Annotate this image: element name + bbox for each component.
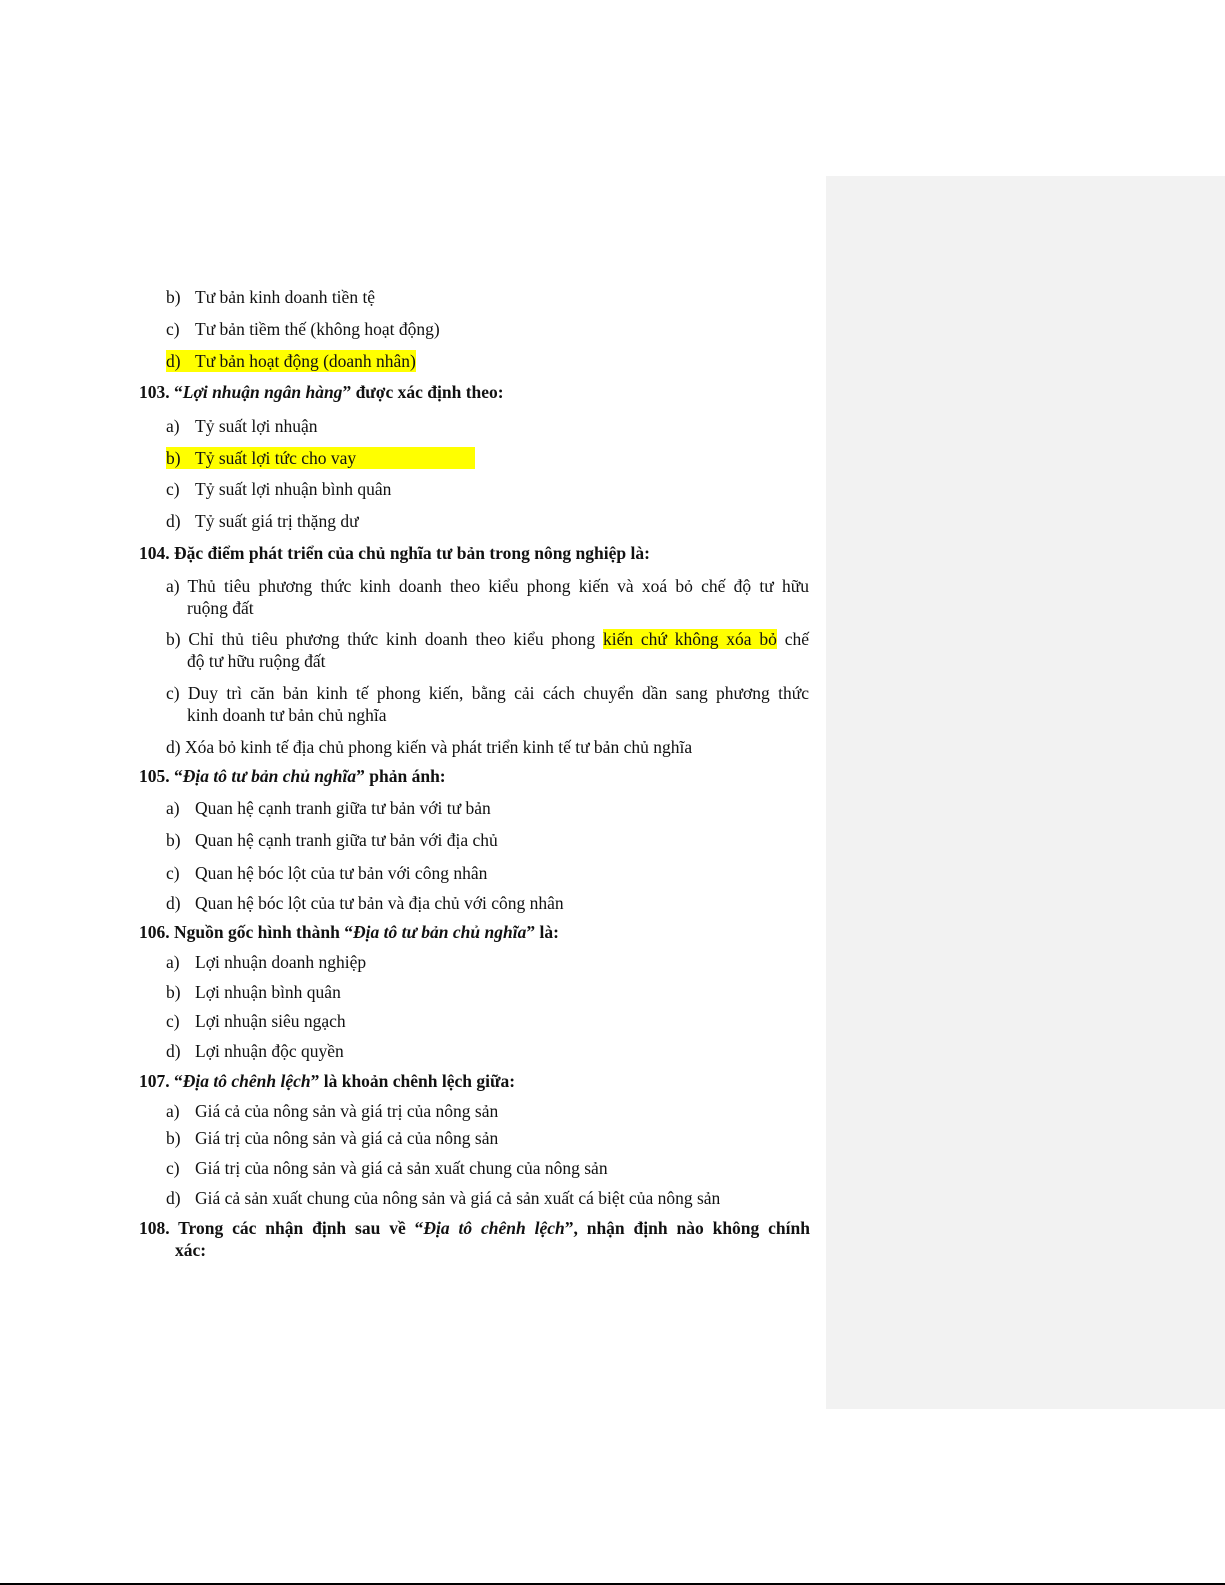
- option-103-a: a) Tỷ suất lợi nhuận: [166, 416, 318, 436]
- option-104-d: d) Xóa bỏ kinh tế địa chủ phong kiến và phát triển kinh tế tư bản chủ nghĩa: [166, 737, 693, 757]
- option-104-b-cont: độ tư hữu ruộng đất: [187, 651, 326, 671]
- comment-pane: [826, 176, 1225, 1409]
- option-106-b: b) Lợi nhuận bình quân: [166, 982, 341, 1002]
- question-108-cont: xác:: [175, 1240, 207, 1260]
- question-106: 106. Nguồn gốc hình thành “Địa tô tư bản chủ nghĩa” là:: [139, 922, 559, 942]
- option-104-a-cont: ruộng đất: [187, 598, 254, 618]
- option-106-a: a) Lợi nhuận doanh nghiệp: [166, 952, 367, 972]
- option-103-d: d) Tỷ suất giá trị thặng dư: [166, 511, 359, 531]
- option-107-b: b) Giá trị của nông sản và giá cả của nông sản: [166, 1128, 499, 1148]
- option-103-c: c) Tỷ suất lợi nhuận bình quân: [166, 479, 392, 499]
- option-105-c: c) Quan hệ bóc lột của tư bản với công nhân: [166, 863, 488, 883]
- option-102-d-highlighted: d) Tư bản hoạt động (doanh nhân): [166, 351, 416, 371]
- question-105: 105. “Địa tô tư bản chủ nghĩa” phản ánh:: [139, 766, 446, 786]
- question-107: 107. “Địa tô chênh lệch” là khoản chênh lệch giữa:: [139, 1071, 516, 1091]
- option-107-c: c) Giá trị của nông sản và giá cả sản xuất chung của nông sản: [166, 1158, 608, 1178]
- option-107-d: d) Giá cả sản xuất chung của nông sản và giá cả sản xuất cá biệt của nông sản: [166, 1188, 721, 1208]
- option-104-b: b) Chỉ thủ tiêu phương thức kinh doanh theo kiểu phong kiến chứ không xóa bỏ chế: [166, 629, 809, 649]
- option-102-c: c) Tư bản tiềm thế (không hoạt động): [166, 319, 440, 339]
- option-107-a: a) Giá cả của nông sản và giá trị của nông sản: [166, 1101, 499, 1121]
- option-106-c: c) Lợi nhuận siêu ngạch: [166, 1011, 346, 1031]
- option-105-d: d) Quan hệ bóc lột của tư bản và địa chủ với công nhân: [166, 893, 564, 913]
- question-103: 103. “Lợi nhuận ngân hàng” được xác định theo:: [139, 382, 504, 402]
- option-104-c: c) Duy trì căn bản kinh tế phong kiến, bằng cải cách chuyển dần sang phương thức: [166, 683, 809, 703]
- option-104-a: a) Thủ tiêu phương thức kinh doanh theo kiểu phong kiến và xoá bỏ chế độ tư hữu: [166, 576, 809, 596]
- option-106-d: d) Lợi nhuận độc quyền: [166, 1041, 344, 1061]
- option-104-c-cont: kinh doanh tư bản chủ nghĩa: [187, 705, 387, 725]
- question-104: 104. Đặc điểm phát triển của chủ nghĩa tư bản trong nông nghiệp là:: [139, 543, 650, 563]
- question-108: 108. Trong các nhận định sau về “Địa tô chênh lệch”, nhận định nào không chính: [139, 1218, 810, 1238]
- option-105-b: b) Quan hệ cạnh tranh giữa tư bản với địa chủ: [166, 830, 498, 850]
- option-105-a: a) Quan hệ cạnh tranh giữa tư bản với tư bản: [166, 798, 491, 818]
- option-102-b: b) Tư bản kinh doanh tiền tệ: [166, 287, 376, 307]
- option-103-b-highlighted: b) Tỷ suất lợi tức cho vay: [166, 447, 475, 469]
- highlighted-phrase: kiến chứ không xóa bỏ: [602, 629, 777, 649]
